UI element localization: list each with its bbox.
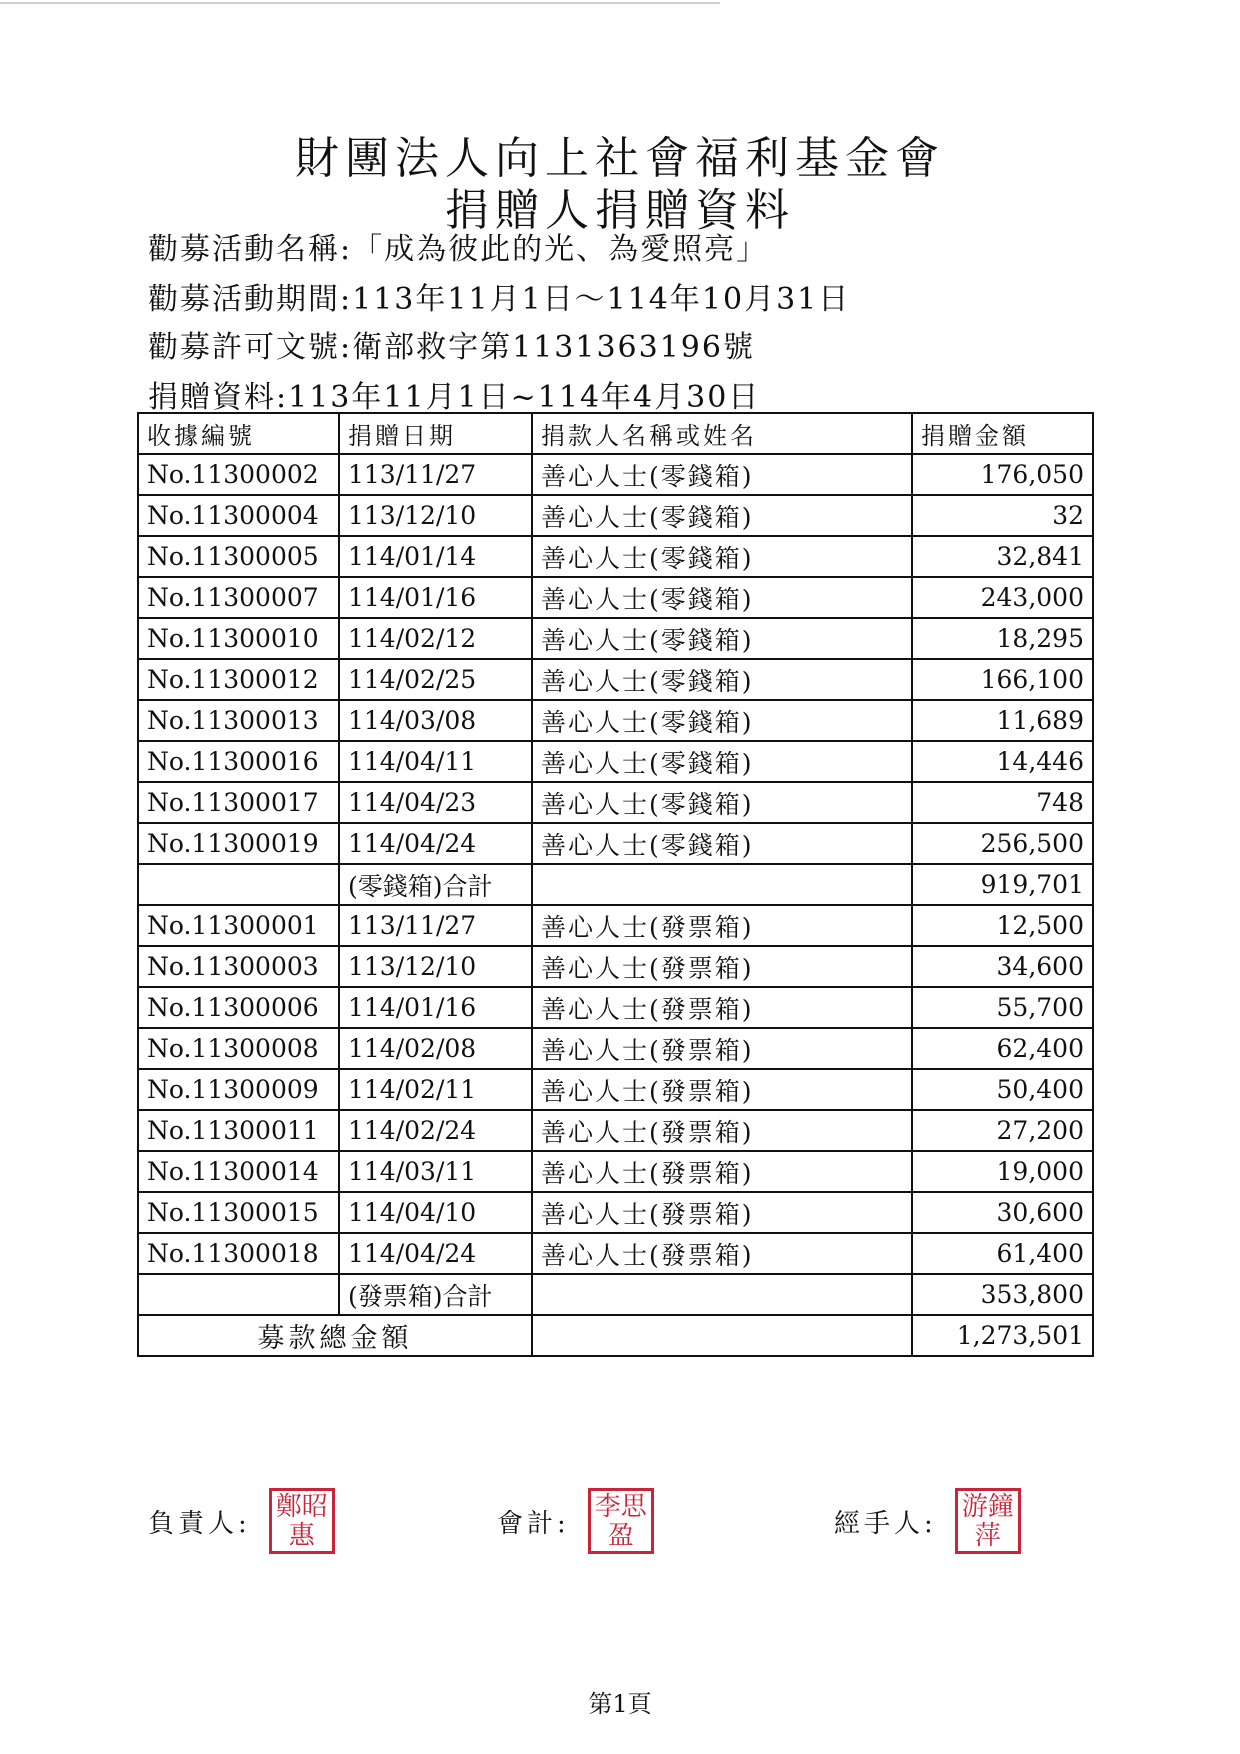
donor-name-cell: 善心人士(發票箱) [532,1069,912,1110]
receipt-no-cell: No.11300004 [138,495,339,536]
table-row [138,1151,1093,1192]
amount-cell: 748 [912,782,1093,823]
table-row [138,618,1093,659]
date-cell: 114/02/11 [339,1069,532,1110]
amount-cell: 256,500 [912,823,1093,864]
header-donor-name: 捐款人名稱或姓名 [532,413,912,454]
receipt-no-cell: No.11300006 [138,987,339,1028]
donor-name-cell: 善心人士(零錢箱) [532,454,912,495]
amount-cell: 55,700 [912,987,1093,1028]
donor-name-cell: 善心人士(零錢箱) [532,782,912,823]
donor-name-cell [532,864,912,905]
date-cell: (零錢箱)合計 [339,864,532,905]
amount-cell: 34,600 [912,946,1093,987]
receipt-no-cell: No.11300019 [138,823,339,864]
date-cell: 114/04/23 [339,782,532,823]
amount-cell: 50,400 [912,1069,1093,1110]
donor-name-cell: 善心人士(零錢箱) [532,659,912,700]
date-cell: (發票箱)合計 [339,1274,532,1315]
document-subtitle: 捐贈人捐贈資料 [445,185,795,236]
activity-name: 勸募活動名稱:「成為彼此的光、為愛照亮」 [148,232,769,267]
handler-label: 經手人: [834,1508,937,1539]
grand-total-label: 募款總金額 [138,1315,532,1356]
date-cell: 114/02/25 [339,659,532,700]
receipt-no-cell: No.11300013 [138,700,339,741]
amount-cell: 61,400 [912,1233,1093,1274]
grand-total-empty [532,1315,912,1356]
donor-name-cell: 善心人士(零錢箱) [532,618,912,659]
receipt-no-cell: No.11300012 [138,659,339,700]
date-cell: 113/11/27 [339,454,532,495]
amount-cell: 353,800 [912,1274,1093,1315]
signature-handler [834,1488,1021,1554]
receipt-no-cell: No.11300003 [138,946,339,987]
date-cell: 114/01/16 [339,987,532,1028]
table-row [138,1028,1093,1069]
date-cell: 114/04/24 [339,823,532,864]
amount-cell: 176,050 [912,454,1093,495]
accountant-label: 會計: [497,1508,570,1539]
handler-seal-stamp: 游鐘萍 [955,1488,1021,1554]
table-row [138,1110,1093,1151]
header-donation-date: 捐贈日期 [339,413,532,454]
table-row [138,1233,1093,1274]
receipt-no-cell: No.11300009 [138,1069,339,1110]
donor-name-cell [532,1274,912,1315]
subtotal-row [138,1274,1093,1315]
responsible-seal-stamp: 鄭昭惠 [269,1488,335,1554]
header-receipt-no: 收據編號 [138,413,339,454]
donor-name-cell: 善心人士(發票箱) [532,946,912,987]
receipt-no-cell: No.11300014 [138,1151,339,1192]
donor-name-cell: 善心人士(發票箱) [532,987,912,1028]
date-cell: 113/12/10 [339,495,532,536]
donor-name-cell: 善心人士(發票箱) [532,1151,912,1192]
receipt-no-cell: No.11300011 [138,1110,339,1151]
amount-cell: 166,100 [912,659,1093,700]
receipt-no-cell: No.11300018 [138,1233,339,1274]
amount-cell: 32 [912,495,1093,536]
receipt-no-cell: No.11300005 [138,536,339,577]
accountant-seal-stamp: 李思盈 [588,1488,654,1554]
date-cell: 114/03/08 [339,700,532,741]
donor-name-cell: 善心人士(發票箱) [532,1192,912,1233]
table-row [138,823,1093,864]
donor-name-cell: 善心人士(零錢箱) [532,536,912,577]
table-row [138,1192,1093,1233]
table-row [138,495,1093,536]
receipt-no-cell: No.11300016 [138,741,339,782]
date-cell: 114/03/11 [339,1151,532,1192]
table-row [138,659,1093,700]
date-cell: 114/04/10 [339,1192,532,1233]
receipt-no-cell [138,864,339,905]
donation-table [137,412,1094,1357]
receipt-no-cell: No.11300002 [138,454,339,495]
donor-name-cell: 善心人士(零錢箱) [532,823,912,864]
receipt-no-cell: No.11300008 [138,1028,339,1069]
table-row [138,905,1093,946]
amount-cell: 11,689 [912,700,1093,741]
document-title: 財團法人向上社會福利基金會 [295,133,945,184]
amount-cell: 19,000 [912,1151,1093,1192]
activity-period: 勸募活動期間:113年11月1日～114年10月31日 [148,282,851,317]
permit-number: 勸募許可文號:衛部救字第1131363196號 [148,330,755,365]
donor-name-cell: 善心人士(發票箱) [532,1110,912,1151]
header-amount: 捐贈金額 [912,413,1093,454]
table-row [138,577,1093,618]
amount-cell: 18,295 [912,618,1093,659]
responsible-label: 負責人: [148,1508,251,1539]
receipt-no-cell: No.11300017 [138,782,339,823]
receipt-no-cell: No.11300001 [138,905,339,946]
donor-name-cell: 善心人士(發票箱) [532,1028,912,1069]
donor-name-cell: 善心人士(零錢箱) [532,741,912,782]
receipt-no-cell: No.11300007 [138,577,339,618]
table-row [138,741,1093,782]
subtotal-row [138,864,1093,905]
grand-total-amount: 1,273,501 [912,1315,1093,1356]
page-number: 第1頁 [588,1690,652,1718]
amount-cell: 14,446 [912,741,1093,782]
table-row [138,700,1093,741]
table-row [138,946,1093,987]
amount-cell: 32,841 [912,536,1093,577]
donation-period: 捐贈資料:113年11月1日~114年4月30日 [148,380,761,415]
table-row [138,454,1093,495]
donor-name-cell: 善心人士(零錢箱) [532,495,912,536]
date-cell: 114/02/12 [339,618,532,659]
amount-cell: 62,400 [912,1028,1093,1069]
grand-total-row [138,1315,1093,1356]
amount-cell: 27,200 [912,1110,1093,1151]
amount-cell: 30,600 [912,1192,1093,1233]
table-header-row [138,413,1093,454]
scan-edge-line [0,2,720,4]
date-cell: 114/01/16 [339,577,532,618]
donor-name-cell: 善心人士(零錢箱) [532,577,912,618]
receipt-no-cell: No.11300015 [138,1192,339,1233]
receipt-no-cell [138,1274,339,1315]
date-cell: 114/02/24 [339,1110,532,1151]
table-row [138,1069,1093,1110]
signature-accountant [497,1488,654,1554]
donor-name-cell: 善心人士(發票箱) [532,1233,912,1274]
amount-cell: 243,000 [912,577,1093,618]
donor-name-cell: 善心人士(零錢箱) [532,700,912,741]
receipt-no-cell: No.11300010 [138,618,339,659]
donor-name-cell: 善心人士(發票箱) [532,905,912,946]
table-row [138,782,1093,823]
table-row [138,536,1093,577]
date-cell: 113/12/10 [339,946,532,987]
date-cell: 114/02/08 [339,1028,532,1069]
amount-cell: 919,701 [912,864,1093,905]
signature-responsible [148,1488,335,1554]
table-row [138,987,1093,1028]
amount-cell: 12,500 [912,905,1093,946]
date-cell: 114/01/14 [339,536,532,577]
date-cell: 114/04/24 [339,1233,532,1274]
date-cell: 114/04/11 [339,741,532,782]
date-cell: 113/11/27 [339,905,532,946]
